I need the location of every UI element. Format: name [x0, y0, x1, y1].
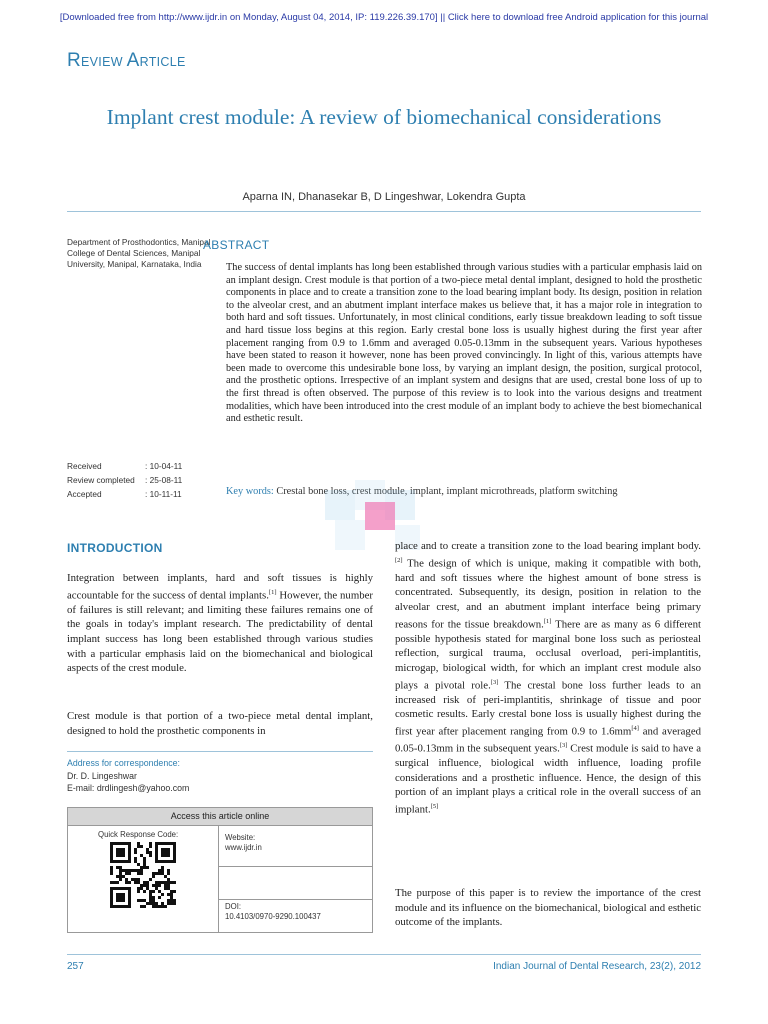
introduction-paragraph-1 — [67, 571, 373, 676]
date-received — [67, 459, 212, 473]
paragraph-text: place and to create a transition zone to the load bearing implant body. — [395, 540, 701, 552]
page-number: 257 — [67, 961, 84, 972]
doi-cell — [219, 900, 372, 932]
introduction-paragraph-2: Crest module is that portion of a two-piece metal dental implant, designed to hold the prosthetic components in — [67, 710, 373, 737]
citation-ref[interactable]: [5] — [430, 803, 439, 811]
introduction-paragraph-4: The purpose of this paper is to review the importance of the crest module and its influence on the biomechanical, biological and esthetic outcome of the implants. — [395, 887, 701, 929]
abstract-heading: ABSTRACT — [203, 238, 270, 252]
correspondent-name: Dr. D. Lingeshwar — [67, 770, 137, 781]
qr-code-icon[interactable] — [110, 842, 176, 908]
affiliation: Department of Prosthodontics, Manipal College of Dental Sciences, Manipal University, Manipal, Karnataka, India — [67, 237, 211, 269]
keywords-text: Crestal bone loss, crest module, implant, implant microthreads, platform switching — [276, 486, 618, 497]
citation-ref[interactable]: [1] — [268, 588, 277, 596]
paragraph-text: There are as many as 6 different possible hypothesis stated for marginal bone loss such as periosteal reflection, surgical trauma, occlusal overload, peri-implantitis, microgap, biological width, for which an implant crest module also plays a pivotal role. — [395, 618, 702, 692]
citation-ref[interactable]: [3] — [559, 742, 568, 750]
citation-ref[interactable]: [3] — [490, 678, 499, 686]
article-title: Implant crest module: A review of biomechanical considerations — [106, 105, 662, 129]
paragraph-text: The crestal bone loss further leads to an increased risk of peri-implantitis, shrinkage of tissue and poor cosmetic results. Early crestal bone loss is usually highest during the first year after placement ranging from 0.9 to 1.6mm — [395, 679, 701, 738]
qr-code-cell — [68, 826, 219, 932]
address-divider — [67, 751, 373, 752]
correspondent-email[interactable]: E-mail: drdlingesh@yahoo.com — [67, 783, 190, 793]
paragraph-text: and averaged 0.05-0.13mm in the subsequent years. — [395, 725, 702, 755]
footer-divider — [67, 954, 701, 955]
introduction-heading: INTRODUCTION — [67, 541, 163, 555]
paragraph-text: The design of which is unique, making it compatible with both, hard and soft tissues where the highest amount of bone stress is concentrated. Subsequently, its design, position in relation to the alveolar crest, and an abutment implant interface being primary reasons for the tissue breakdown. — [395, 557, 701, 631]
empty-cell — [219, 867, 372, 900]
author-list: Aparna IN, Dhanasekar B, D Lingeshwar, Lokendra Gupta — [242, 191, 526, 203]
date-label: Review completed — [67, 475, 135, 485]
download-separator: || — [440, 12, 446, 23]
article-type-initial-r: R — [67, 50, 82, 71]
article-type-initial-a: A — [126, 50, 140, 71]
date-label: Received — [67, 461, 102, 471]
article-type-word-2: RTICLE — [139, 55, 186, 69]
date-value: : 10-04-11 — [145, 461, 183, 471]
introduction-paragraph-3 — [395, 539, 701, 817]
citation-ref[interactable]: [4] — [631, 724, 639, 732]
keywords — [226, 486, 706, 497]
website-label: Website: — [225, 833, 256, 842]
date-accepted — [67, 487, 212, 501]
date-value: : 10-11-11 — [145, 489, 182, 499]
article-type-label — [67, 50, 186, 72]
website-link[interactable]: www.ijdr.in — [225, 843, 262, 852]
correspondence-address — [67, 757, 373, 795]
paragraph-text: However, the number of failures is still relevant; and limiting these failures remains one of the goals in today's implant research. The predictability of dental implant success has long been established through various studies with a particular emphasis laid on the biomechanical and biological aspects of the crest module. — [67, 589, 373, 675]
address-heading: Address for correspondence: — [67, 758, 180, 768]
article-type-word-1: EVIEW — [81, 55, 123, 69]
android-app-link[interactable]: Click here to download free Android application for this journal — [447, 12, 709, 23]
download-notice-bar — [0, 12, 768, 23]
article-dates — [67, 459, 212, 501]
download-source-text: [Downloaded free from http://www.ijdr.in on Monday, August 04, 2014, IP: 119.226.39.170] — [59, 12, 438, 23]
abstract-text: The success of dental implants has long been established through various studies with a particular emphasis laid on an implant design. Crest module is that portion of a two-piece metal dental implant, designed to hold the prosthetic components in place and to create a transition zone to the load bearing implant body. Its design, position in relation to the alveolar crest, and an abutment implant interface makes us believe that, it has a major role in integration to both hard and soft tissues. Unfortunately, in most clinical conditions, early tissue breakdown leading to soft tissue and hard tissue loss begins at this region. Early crestal bone loss is usually highest during the first year after placement ranging from 0.9 to 1.6mm and averaged 0.05-0.13mm in the subsequent years. Various hypotheses have been stated to reason it however, none has been proved convincingly. In light of this, various attempts have been made to overcome this undesirable bone loss, by varying an implant design, the position, surgical protocol, and the prosthetic options. Irrespective of an implant system and designs that are used, crestal bone loss of up to the first thread is often observed. The purpose of this review is to look into the various designs and treatment modalities, which have been introduced into the crest module of an implant body to achieve the best biomechanical and esthetic result. — [226, 262, 702, 425]
date-value: : 25-08-11 — [145, 475, 183, 485]
keywords-label: Key words: — [226, 486, 274, 497]
paragraph-text: Crest module is said to have a surgical influence, biological width influence, loading profile considerations and a prosthetic influence. Hence, the design of this portion of an implant plays a critical role in the overall success of an implant. — [395, 742, 701, 816]
header-divider — [67, 211, 701, 212]
access-box-heading: Access this article online — [68, 808, 372, 826]
access-article-box — [67, 807, 373, 933]
citation-ref[interactable]: [1] — [543, 617, 552, 625]
website-cell — [219, 826, 372, 867]
doi-value[interactable]: 10.4103/0970-9290.100437 — [225, 912, 321, 921]
date-review-completed — [67, 473, 212, 487]
paragraph-text: Integration between implants, hard and soft tissues is highly accountable for the success of dental implants. — [67, 572, 373, 602]
journal-citation: Indian Journal of Dental Research, 23(2), 2012 — [493, 961, 701, 972]
citation-ref[interactable]: [2] — [395, 556, 403, 564]
qr-code-label: Quick Response Code: — [98, 830, 179, 839]
doi-label: DOI: — [225, 902, 242, 911]
date-label: Accepted — [67, 489, 102, 499]
